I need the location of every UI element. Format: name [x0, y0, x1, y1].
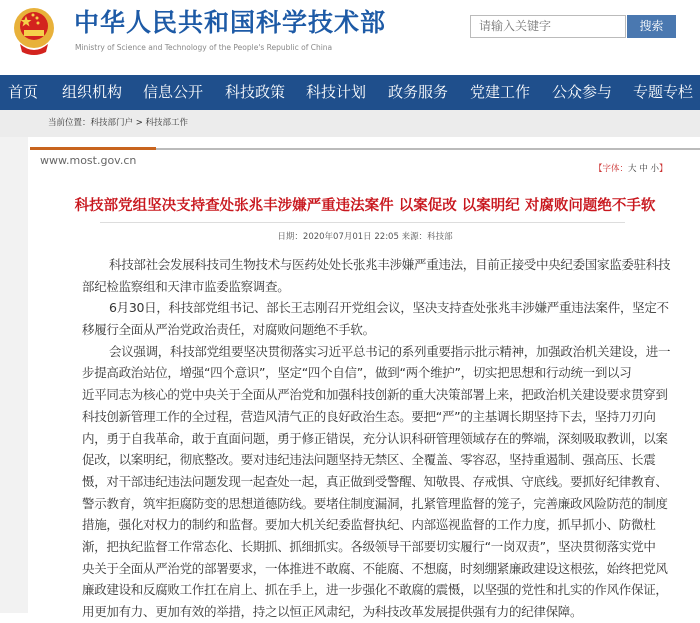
nav-item-info-disclosure[interactable]: 信息公开: [143, 83, 204, 101]
nav-item-special[interactable]: 专题专栏: [633, 83, 694, 101]
nav-item-party[interactable]: 党建工作: [470, 83, 531, 101]
paragraph-line: 慑，对干部违纪违法问题发现一起查处一起，真正做到受警醒、知敬畏、存戒惧、守底线。要抓好纪律教育、: [82, 473, 668, 489]
paragraph-line: 渐，把执纪监督工作常态化、长期抓、抓细抓实。各级领导干部要切实履行“一岗双责”，坚决贯彻落实党中: [82, 538, 656, 554]
nav-item-services[interactable]: 政务服务: [388, 83, 449, 101]
paragraph-line: 部纪检监察组和天津市监委监察调查。: [82, 278, 290, 294]
site-subtitle: Ministry of Science and Technology of the People's Republic of China: [75, 43, 333, 52]
font-size-selector: [594, 163, 667, 175]
nav-item-home[interactable]: 首页: [8, 83, 39, 101]
article-paragraph: [82, 341, 671, 623]
paragraph-line: 内，勇于自我革命，敢于直面问题，勇于修正错误，充分认识科研管理领域存在的弊端，深刻吸取教训，以案: [82, 430, 668, 446]
site-url: www.most.gov.cn: [40, 154, 137, 167]
paragraph-line: 用更加有力、更加有效的举措，持之以恒正风肃纪，为科技改革发展提供强有力的纪律保障。: [82, 604, 583, 619]
paragraph-line: 会议强调，科技部党组要坚决贯彻落实习近平总书记的系列重要指示批示精神，加强政治机关建设，进一: [109, 343, 671, 359]
paragraph-line: 步提高政治站位，增强“四个意识”，坚定“四个自信”，做到“两个维护”，切实把思想和行动统一到以习: [82, 365, 632, 381]
nav-item-organization[interactable]: 组织机构: [62, 83, 123, 101]
paragraph-line: 近平同志为核心的党中央关于全面从严治党和加强科技创新的重大决策部署上来，把政治机关建设要求贯穿到: [82, 387, 668, 403]
search-input[interactable]: 请输入关键字: [470, 15, 626, 38]
nav-item-policy[interactable]: 科技政策: [225, 83, 286, 101]
font-size-label: 【字体：: [594, 164, 629, 174]
nav-item-public[interactable]: 公众参与: [552, 83, 613, 101]
paragraph-line: 6月30日，科技部党组书记、部长王志刚召开党组会议，坚决支持查处张兆丰涉嫌严重违法案件，坚定不: [109, 300, 669, 316]
paragraph-line: 廉政建设和反腐败工作扛在肩上、抓在手上，进一步强化不敢腐的震慑，以坚强的党性和扎实的作风作保证，: [82, 582, 668, 598]
font-size-small[interactable]: 小: [650, 164, 659, 174]
paragraph-line: 科技部社会发展科技司生物技术与医药处处长张兆丰涉嫌严重违法，目前正接受中央纪委国家监委驻科技: [109, 257, 671, 272]
accent-bar: [30, 147, 156, 150]
search-button[interactable]: 搜索: [627, 15, 676, 38]
font-size-medium[interactable]: 中: [639, 164, 648, 174]
title-divider: [100, 222, 625, 223]
article-body: [82, 254, 671, 623]
nav-item-plans[interactable]: 科技计划: [306, 83, 367, 101]
font-size-large[interactable]: 大: [628, 164, 637, 174]
article-title: 科技部党组坚决支持查处张兆丰涉嫌严重违法案件 以案促改 以案明纪 对腐败问题绝不手软: [74, 197, 656, 214]
paragraph-line: 央关于全面从严治党的部署要求，一体推进不敢腐、不能腐、不想腐，时刻绷紧廉政建设这根弦，始终把党风: [82, 560, 668, 576]
divider-bar: [156, 148, 700, 150]
article-meta: 日期：2020年07月01日 22:05 来源：科技部: [277, 232, 453, 242]
main-nav: [0, 75, 700, 110]
site-title: 中华人民共和国科学技术部: [74, 8, 387, 37]
breadcrumb[interactable]: 当前位置：科技部门户 > 科技部工作: [48, 118, 189, 128]
paragraph-line: 措施，强化对权力的制约和监督。要加大机关纪委监督执纪、内部巡视监督的工作力度，抓早抓小、防微杜: [82, 517, 656, 533]
font-size-close: 】: [658, 164, 668, 174]
paragraph-line: 促改，以案明纪，彻底整改。要对违纪违法问题坚持无禁区、全覆盖、零容忍，坚持重遏制、强高压、长震: [82, 452, 656, 468]
article-paragraph: [82, 254, 671, 297]
national-emblem-icon: [12, 6, 56, 58]
paragraph-line: 科技创新管理工作的全过程，营造风清气正的良好政治生态。要把“严”的主基调长期坚持下去，坚持刀刃向: [82, 408, 656, 424]
article-paragraph: [82, 297, 669, 340]
paragraph-line: 移履行全面从严治党政治责任，对腐败问题绝不手软。: [82, 322, 375, 338]
paragraph-line: 警示教育，筑牢拒腐防变的思想道德防线。要堵住制度漏洞，扎紧管理监督的笼子，完善廉政风险防范的制度: [82, 495, 668, 511]
